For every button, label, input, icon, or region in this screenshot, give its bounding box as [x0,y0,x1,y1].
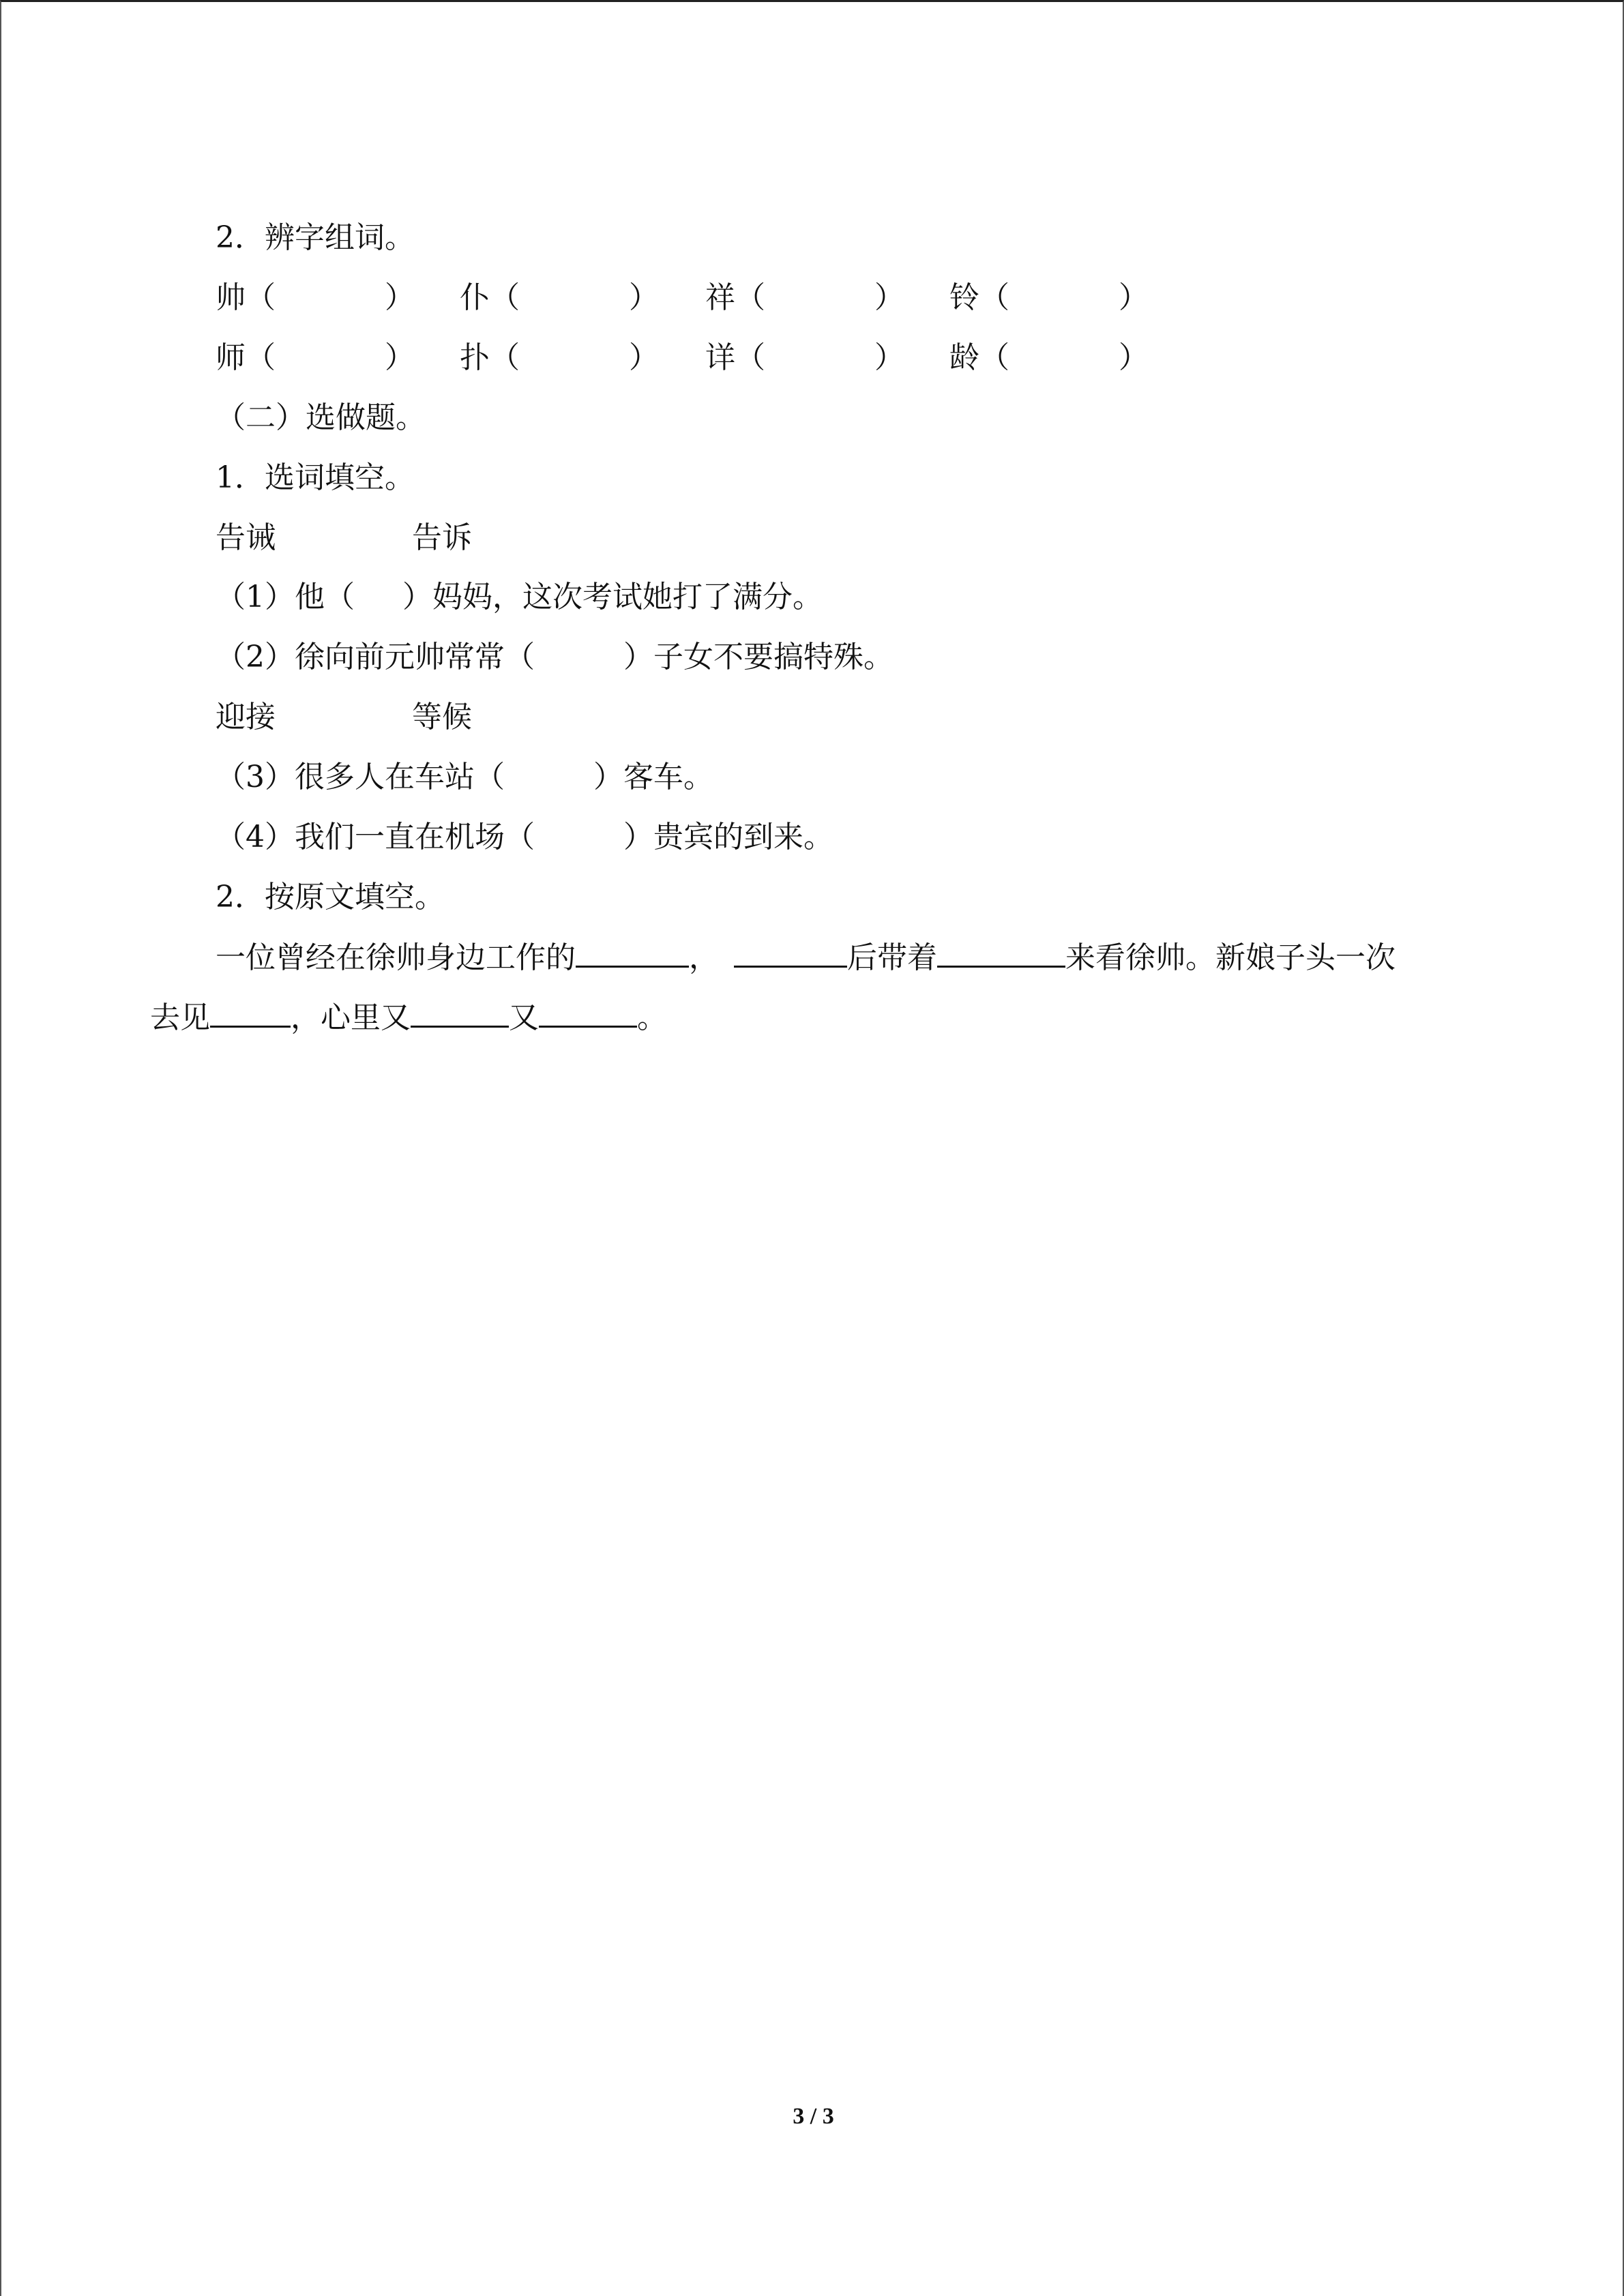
char: 龄 [949,340,979,375]
fill-paragraph-line-1: 一位曾经在徐帅身边工作的 ， 后带着 来看徐帅。新娘子头一次 [216,937,1396,979]
char-group-6: 扑（ ） [460,340,659,375]
char: 师 [216,340,246,375]
char-group-8: 龄（ ） [949,340,1149,375]
char-group-7: 详（ ） [705,340,904,375]
close-paren: ） [385,280,415,315]
char: 帅 [216,280,246,315]
char: 扑 [460,340,490,375]
sentence-3: （3）很多人在车站（ ）客车。 [216,760,713,794]
sentence-1: （1）他（ ）妈妈，这次考试她打了满分。 [216,580,823,614]
answer-blank[interactable] [576,937,689,968]
question-title: 2．辨字组词。 [216,220,415,255]
char: 仆 [460,280,490,315]
char: 祥 [705,280,735,315]
char-group-3: 祥（ ） [705,280,904,315]
question-title: 2．按原文填空。 [216,880,445,914]
char-group-1 [216,278,415,318]
char-group-4: 铃（ ） [949,280,1149,315]
char: 铃 [949,280,979,315]
word-choice: 告诫 [216,520,276,555]
answer-blank[interactable] [411,997,509,1028]
fill-paragraph-line-2: 去见 ，心里又 又 。 [150,997,667,1039]
word-choice: 告诉 [412,520,472,555]
char-group-5: 师（ ） [216,340,415,375]
section-title: （二）选做题。 [216,400,426,435]
question-title: 1．选词填空。 [216,460,415,495]
answer-blank[interactable] [937,937,1065,968]
page-number: 3 / 3 [793,2104,834,2129]
answer-blank[interactable] [539,997,637,1028]
sentence-4: （4）我们一直在机场（ ）贵宾的到来。 [216,820,833,854]
open-paren: （ [246,280,276,315]
char-group-2: 仆（ ） [460,280,659,315]
answer-blank[interactable] [734,937,847,968]
answer-blank[interactable] [210,997,291,1028]
word-choice: 迎接 [216,700,276,734]
sentence-2: （2）徐向前元帅常常（ ）子女不要搞特殊。 [216,640,894,674]
word-choice: 等候 [412,700,472,734]
char: 详 [705,340,735,375]
